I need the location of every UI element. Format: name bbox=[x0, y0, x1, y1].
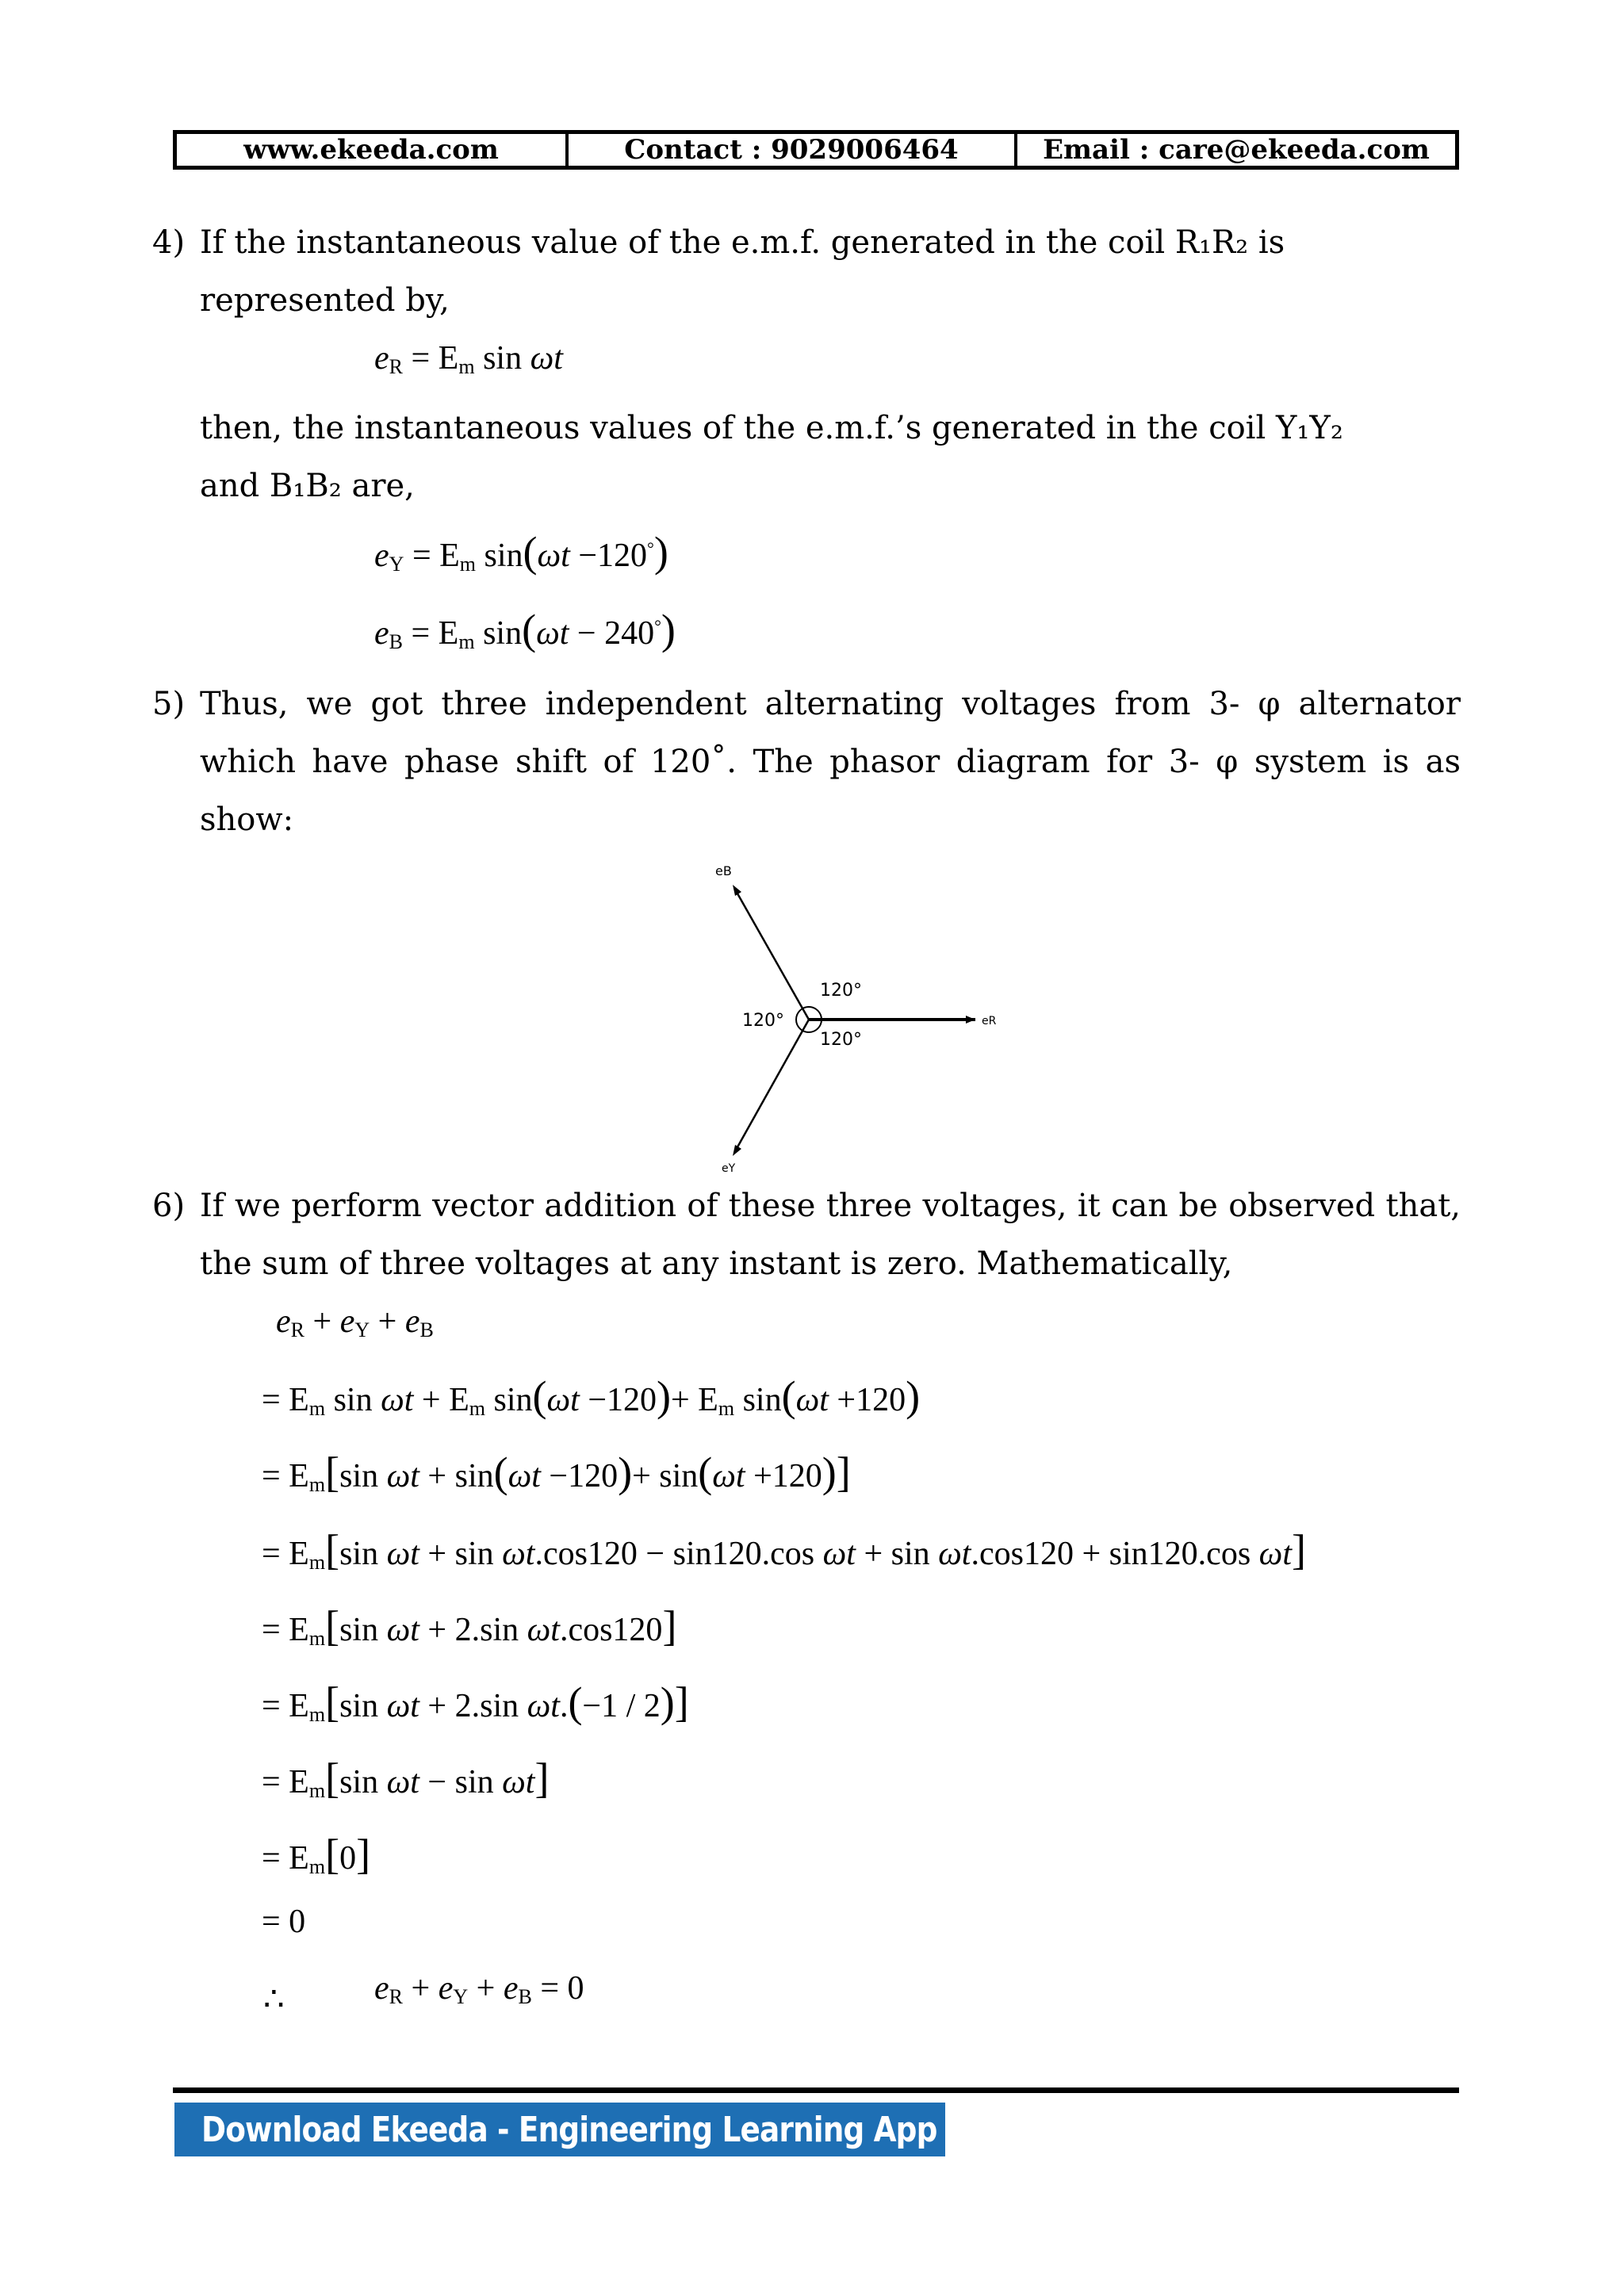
phasor-eY bbox=[734, 1020, 809, 1153]
derivation-step-1: = $E_m$ $\sin \omega t + E_m$ $\sin(\omega t -120)+ E_m$ sin(ωt +120) bbox=[262, 1372, 921, 1420]
angle-label-bottom: 120° bbox=[820, 1030, 862, 1050]
item-4-line-2: represented by, bbox=[200, 282, 450, 319]
item-4-line-3: then, the instantaneous values of the e.m.f.’s generated in the coil Y₁Y₂ bbox=[200, 410, 1343, 446]
label-eY: eY bbox=[722, 1162, 736, 1175]
derivation-step-6: = $E_m[\sin$ ωt − sin ωt] bbox=[262, 1755, 550, 1802]
contact-number: Contact : 9029006464 bbox=[569, 134, 1017, 166]
derivation-step-5: = $E_m[\sin$ ωt + 2.sin ωt.(−1 / 2)] bbox=[262, 1678, 689, 1726]
item-number: 4) bbox=[152, 224, 186, 261]
arrowhead-eY-icon bbox=[733, 1145, 741, 1156]
arrowhead-eB-icon bbox=[733, 885, 741, 896]
angle-label-left: 120° bbox=[742, 1011, 784, 1031]
label-eR: eR bbox=[982, 1015, 997, 1027]
phasor-diagram bbox=[698, 853, 1031, 1186]
website-link[interactable]: www.ekeeda.com bbox=[177, 134, 569, 166]
arrowhead-eR-icon bbox=[966, 1016, 975, 1024]
therefore-symbol: ∴ bbox=[263, 1981, 285, 2018]
phasor-eB bbox=[734, 888, 809, 1020]
equation-eR: $e_R = E_m$ sin ωt bbox=[374, 340, 563, 378]
item-number: 6) bbox=[152, 1188, 186, 1224]
equation-eB: $e_B = E_m$ sin(ωt − 240°) bbox=[374, 606, 676, 653]
derivation-step-7: = $E_m[0]$ bbox=[262, 1831, 371, 1878]
item-4-line-1: 4) If the instantaneous value of the e.m.f. generated in the coil R₁R₂ is bbox=[200, 214, 1461, 272]
equation-eY: $e_Y = E_m$ sin(ωt −120°) bbox=[374, 528, 668, 576]
derivation-conclusion: $e_R + e_Y + e_B = 0$ bbox=[374, 1970, 584, 2008]
derivation-step-3: = $E_m[\sin$ ωt + sin ωt.cos120 − sin120.cos ωt + sin ωt.cos120 + sin120.cos ωt] bbox=[262, 1526, 1306, 1574]
page-header bbox=[173, 130, 1459, 170]
item-6-paragraph: 6) If we perform vector addition of these three voltages, it can be observed that, the sum of three voltages at any instant is zero. Mathematically, bbox=[200, 1177, 1461, 1293]
item-5-paragraph: 5) Thus, we got three independent alternating voltages from 3- φ alternator which have phase shift of 120˚. The phasor diagram for 3- φ system is as show: bbox=[200, 675, 1461, 849]
footer-divider bbox=[173, 2087, 1459, 2093]
angle-label-top: 120° bbox=[820, 981, 862, 1001]
derivation-step-0: $e_R + e_Y + e_B$ bbox=[276, 1303, 434, 1341]
download-app-text: Download Ekeeda - Engineering Learning App bbox=[201, 2109, 937, 2150]
email-address[interactable]: Email : care@ekeeda.com bbox=[1043, 134, 1430, 166]
label-eB: eB bbox=[715, 863, 732, 878]
item-4-line-4: and B₁B₂ are, bbox=[200, 468, 415, 504]
derivation-step-4: = $E_m[\sin$ ωt + 2.sin ωt.cos120] bbox=[262, 1602, 677, 1650]
download-app-banner[interactable] bbox=[174, 2103, 945, 2156]
derivation-step-8: = 0 bbox=[262, 1904, 306, 1940]
derivation-step-2: = $E_m[\sin$ ωt + sin(ωt −120)+ sin(ωt +120)] bbox=[262, 1448, 851, 1496]
item-number: 5) bbox=[152, 686, 186, 722]
